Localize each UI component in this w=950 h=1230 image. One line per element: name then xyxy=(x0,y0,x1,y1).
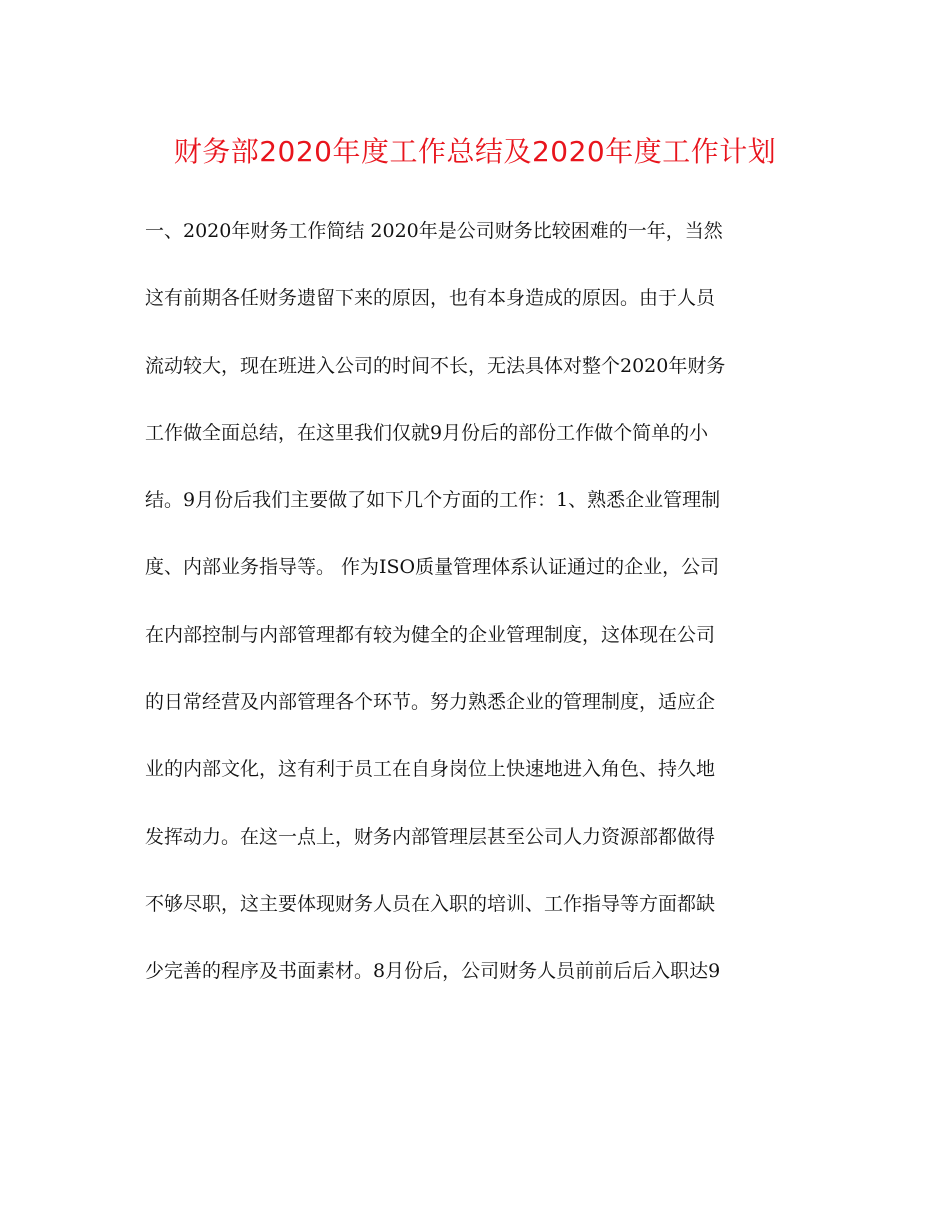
body-line: 不够尽职，这主要体现财务人员在入职的培训、工作指导等方面都缺 xyxy=(145,892,716,915)
body-line: 的日常经营及内部管理各个环节。努力熟悉企业的管理制度，适应企 xyxy=(145,691,716,714)
body-line: 流动较大，现在班进入公司的时间不长，无法具体对整个2020年财务 xyxy=(145,354,726,377)
body-line: 一、2020年财务工作简结 2020年是公司财务比较困难的一年，当然 xyxy=(145,220,723,242)
body-line: 发挥动力。在这一点上，财务内部管理层甚至公司人力资源部都做得 xyxy=(145,825,716,848)
body-line: 少完善的程序及书面素材。8月份后，公司财务人员前前后后入职达9 xyxy=(145,960,721,983)
body-line: 在内部控制与内部管理都有较为健全的企业管理制度，这体现在公司 xyxy=(145,623,716,646)
body-line: 度、内部业务指导等。 作为ISO质量管理体系认证通过的企业，公司 xyxy=(145,556,720,579)
body-line: 结。9月份后我们主要做了如下几个方面的工作：1、熟悉企业管理制 xyxy=(145,489,721,512)
body-line: 业的内部文化，这有利于员工在自身岗位上快速地进入角色、持久地 xyxy=(145,758,716,781)
body-line: 这有前期各任财务遗留下来的原因，也有本身造成的原因。由于人员 xyxy=(145,287,716,310)
document-title: 财务部2020年度工作总结及2020年度工作计划 xyxy=(173,135,777,168)
body-line: 工作做全面总结，在这里我们仅就9月份后的部份工作做个简单的小 xyxy=(145,421,709,444)
document-body xyxy=(145,213,810,1021)
